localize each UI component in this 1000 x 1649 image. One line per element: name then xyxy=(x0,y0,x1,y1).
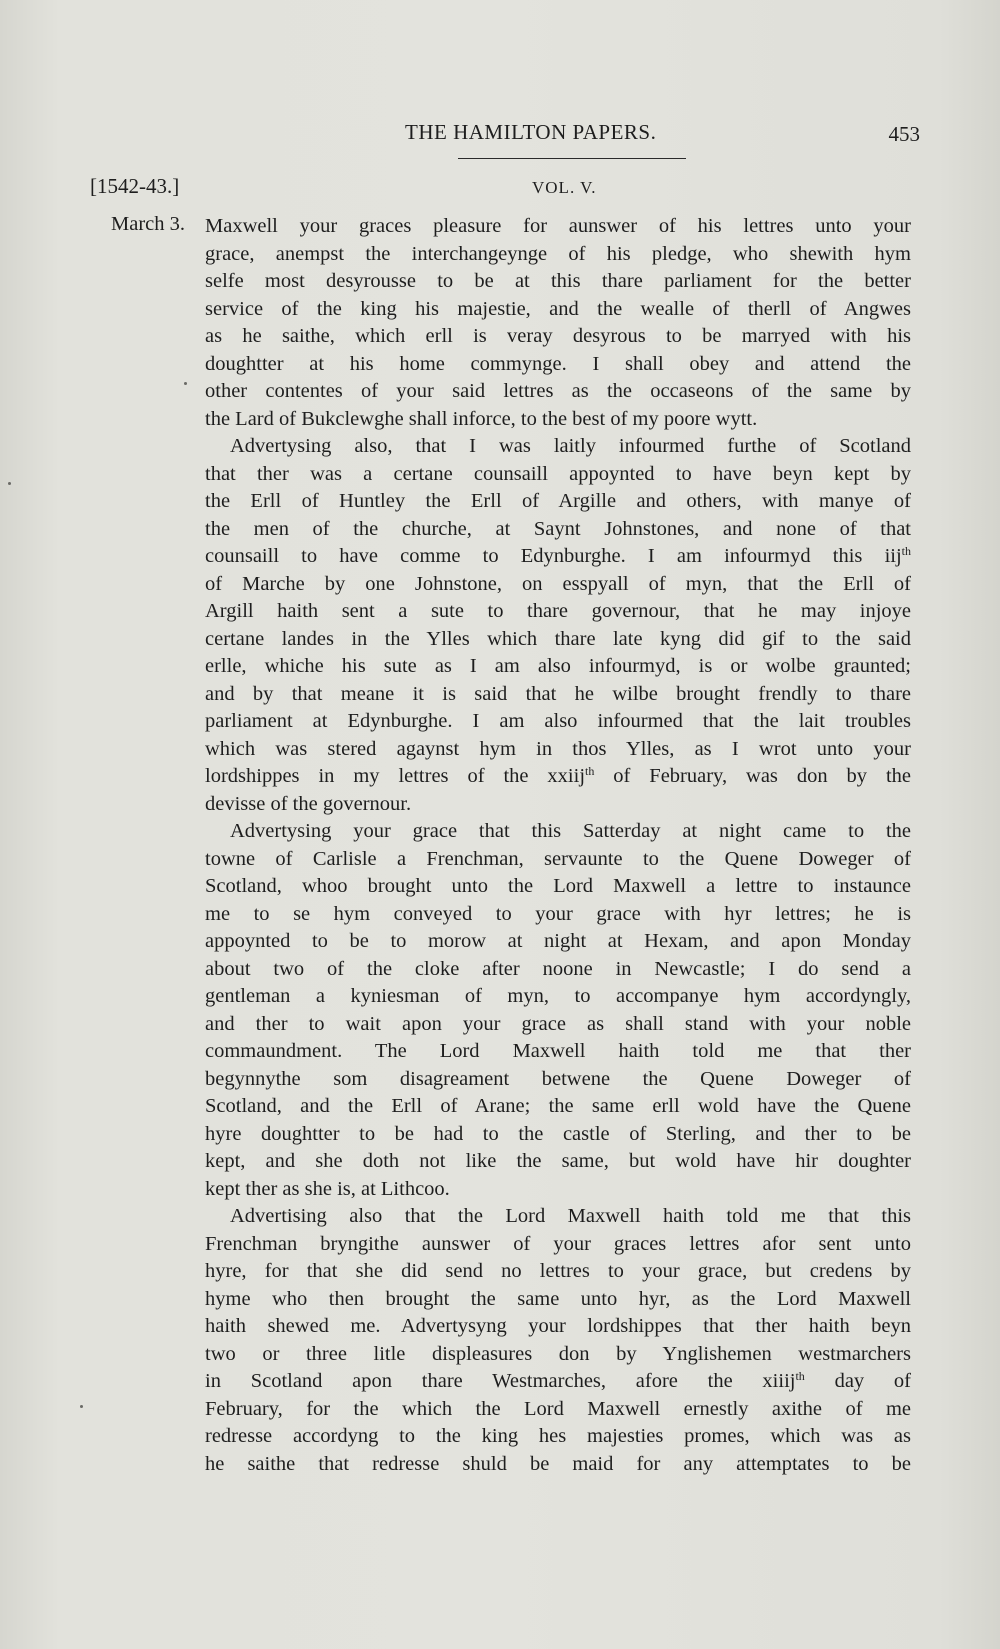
text-line xyxy=(205,791,911,819)
text-line xyxy=(205,1011,911,1039)
line-text: the Erll of Huntley the Erll of Argille and others, with manye of xyxy=(205,490,911,512)
line-text-continued: day of xyxy=(804,1370,911,1392)
text-line xyxy=(205,873,911,901)
line-text: redresse accordyng to the king hes majesties promes, which was as xyxy=(205,1425,911,1447)
line-text: parliament at Edynburghe. I am also infourmed that the lait troubles xyxy=(205,710,911,732)
text-line xyxy=(205,351,911,379)
line-text: devisse of the governour. xyxy=(205,792,412,815)
running-title: THE HAMILTON PAPERS. xyxy=(405,120,657,144)
text-line xyxy=(205,296,911,324)
paper-speck xyxy=(184,382,187,385)
text-line xyxy=(205,1066,911,1094)
line-text: kept ther as she is, at Lithcoo. xyxy=(205,1177,450,1200)
line-text: and by that meane it is said that he wilbe brought frendly to thare xyxy=(205,682,911,705)
line-text: hyme who then brought the same unto hyr, as the Lord Maxwell xyxy=(205,1287,911,1310)
line-text: of Marche by one Johnstone, on esspyall of myn, that the Erll of xyxy=(205,572,911,595)
text-line xyxy=(205,983,911,1011)
text-line xyxy=(205,1451,911,1479)
line-text: hyre, for that she did send no lettres to your grace, but credens by xyxy=(205,1260,911,1282)
text-line xyxy=(205,901,911,929)
line-text: grace, anempst the interchangeynge of his pledge, who shewith hym xyxy=(205,242,911,265)
line-text: certane landes in the Ylles which thare late kyng did gif to the said xyxy=(205,627,911,650)
line-text: Maxwell your graces pleasure for aunswer of his lettres unto your xyxy=(205,215,911,237)
line-text: Advertising also that the Lord Maxwell haith told me that this xyxy=(230,1205,911,1227)
line-text: kept, and she doth not like the same, but wold have hir doughter xyxy=(205,1150,911,1172)
text-line xyxy=(205,378,911,406)
line-text: towne of Carlisle a Frenchman, servaunte to the Quene Doweger of xyxy=(205,847,911,870)
text-line xyxy=(205,1231,911,1259)
line-text: gentleman a kyniesman of myn, to accompanye hym accordyngly, xyxy=(205,985,911,1007)
line-text: Scotland, whoo brought unto the Lord Maxwell a lettre to instaunce xyxy=(205,875,911,897)
text-line xyxy=(205,681,911,709)
ordinal-superscript: th xyxy=(585,764,595,778)
text-line xyxy=(205,433,911,461)
header-rule xyxy=(458,158,686,159)
line-text: appoynted to be to morow at night at Hexam, and apon Monday xyxy=(205,930,911,952)
line-text: the men of the churche, at Saynt Johnstones, and none of that xyxy=(205,517,911,540)
text-line xyxy=(205,1396,911,1424)
text-line xyxy=(205,1203,911,1231)
text-line xyxy=(205,1121,911,1149)
line-text: Argill haith sent a sute to thare governour, that he may injoye xyxy=(205,600,911,622)
line-text: lordshippes in my lettres of the xxiij xyxy=(205,765,586,787)
text-line xyxy=(205,241,911,269)
line-text: commaundment. The Lord Maxwell haith told me that ther xyxy=(205,1040,911,1062)
text-line xyxy=(205,516,911,544)
line-text: doughtter at his home commynge. I shall obey and attend the xyxy=(205,352,911,375)
line-text: Advertysing also, that I was laitly infourmed furthe of Scotland xyxy=(230,435,911,457)
paper-speck xyxy=(80,1405,83,1408)
ordinal-superscript: th xyxy=(795,1369,805,1383)
line-text: counsaill to have comme to Edynburghe. I am infourmyd this iij xyxy=(205,545,902,567)
line-text: Advertysing your grace that this Satterday at night came to the xyxy=(230,820,911,842)
text-line xyxy=(205,626,911,654)
text-line xyxy=(205,1148,911,1176)
line-text: erlle, whiche his sute as I am also infourmyd, is or wolbe graunted; xyxy=(205,655,911,677)
text-line xyxy=(205,571,911,599)
line-text: selfe most desyrousse to be at this thare parliament for the better xyxy=(205,270,911,292)
line-text: service of the king his majestie, and the wealle of therll of Angwes xyxy=(205,297,911,320)
line-text: about two of the cloke after noone in Newcastle; I do send a xyxy=(205,957,911,980)
text-line xyxy=(205,1258,911,1286)
line-text: as he saithe, which erll is veray desyrous to be marryed with his xyxy=(205,325,911,347)
text-line xyxy=(205,406,911,434)
year-bracket: [1542-43.] xyxy=(90,174,180,198)
line-text: haith shewed me. Advertysyng your lordshippes that ther haith beyn xyxy=(205,1315,911,1337)
line-text: the Lard of Bukclewghe shall inforce, to the best of my poore wytt. xyxy=(205,407,758,430)
text-line xyxy=(205,1341,911,1369)
text-line xyxy=(205,1286,911,1314)
text-line xyxy=(205,598,911,626)
volume-label: VOL. V. xyxy=(532,178,597,197)
entry-date: March 3. xyxy=(111,213,186,235)
text-line xyxy=(205,736,911,764)
text-line xyxy=(205,461,911,489)
line-text: Frenchman bryngithe aunswer of your graces lettres afor sent unto xyxy=(205,1232,911,1255)
text-line xyxy=(205,956,911,984)
text-line xyxy=(205,846,911,874)
text-line xyxy=(205,268,911,296)
line-text: in Scotland apon thare Westmarches, afore the xiiij xyxy=(205,1370,796,1392)
text-line xyxy=(205,818,911,846)
line-text: other contentes of your said lettres as the occaseons of the same by xyxy=(205,380,911,402)
line-text: that ther was a certane counsaill appoynted to have beyn kept by xyxy=(205,462,911,485)
line-text-continued: of February, was don by the xyxy=(594,765,911,787)
text-line xyxy=(205,1423,911,1451)
text-line xyxy=(205,1093,911,1121)
line-text: Scotland, and the Erll of Arane; the same erll wold have the Quene xyxy=(205,1095,911,1117)
line-text: hyre doughtter to be had to the castle of Sterling, and ther to be xyxy=(205,1122,911,1145)
page-number: 453 xyxy=(888,122,920,146)
text-line xyxy=(205,1176,911,1204)
line-text: which was stered agaynst hym in thos Ylles, as I wrot unto your xyxy=(205,737,911,760)
text-line xyxy=(205,928,911,956)
line-text: two or three litle displeasures don by Ynglishemen westmarchers xyxy=(205,1342,911,1365)
text-line xyxy=(205,543,911,571)
line-text: me to se hym conveyed to your grace with hyr lettres; he is xyxy=(205,902,911,925)
text-line xyxy=(205,488,911,516)
line-text: begynnythe som disagreament betwene the Quene Doweger of xyxy=(205,1067,911,1090)
text-line xyxy=(205,1038,911,1066)
paper-speck xyxy=(8,482,11,485)
line-text: February, for the which the Lord Maxwell ernestly axithe of me xyxy=(205,1397,911,1420)
text-line xyxy=(205,1313,911,1341)
text-line xyxy=(205,323,911,351)
text-line xyxy=(205,763,911,791)
ordinal-superscript: th xyxy=(901,544,911,558)
text-line xyxy=(205,213,911,241)
line-text: he saithe that redresse shuld be maid for any attemptates to be xyxy=(205,1452,911,1475)
text-line xyxy=(205,1368,911,1396)
line-text: and ther to wait apon your grace as shall stand with your noble xyxy=(205,1012,911,1035)
text-line xyxy=(205,708,911,736)
text-line xyxy=(205,653,911,681)
body-text xyxy=(205,213,911,1478)
